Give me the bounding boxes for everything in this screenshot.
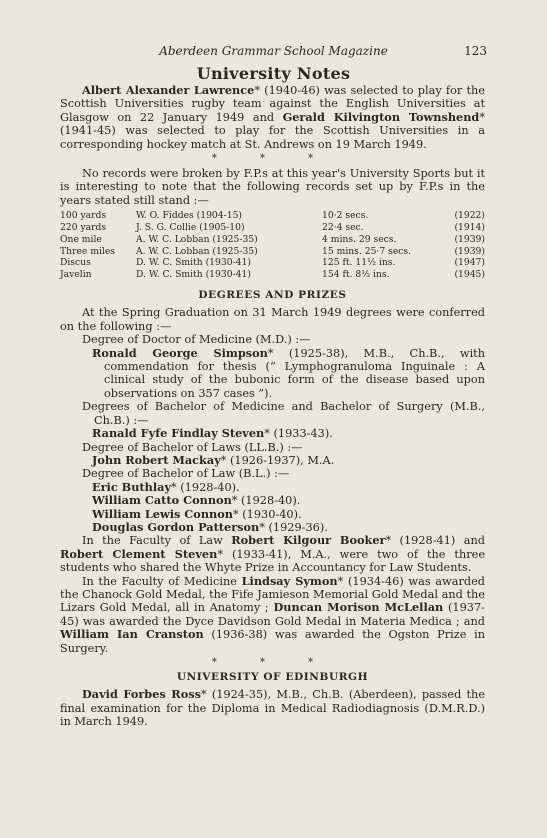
record-row [60,234,485,246]
bl-degree-entry: William Lewis Connon* (1930-40). [92,506,302,521]
rugby-hockey-paragraph: Albert Alexander Lawrence* (1940-46) was selected to play for the Scottish Universities rugby team against the English Universities at Glasgow on 22 January 1949 and Gerald Kilvington Townshend* (1941-45) was selected to play for the Scottish Universities in a corresponding hockey match at St. Andrews on 19 March 1949. [60,83,485,151]
mb-degree-entry: Ranald Fyfe Findlay Steven* (1933-43). [92,426,333,441]
record-row [60,269,485,281]
record-value: 15 mins. 25·7 secs. [322,245,412,257]
record-holder: D. W. C. Smith (1930-41) [136,269,251,281]
person-name: William Catto Connon [92,493,232,508]
person-name: Robert Kilgour Booker [231,533,386,548]
person-name: Ronald George Simpson [92,345,268,360]
record-year: (1914) [454,222,485,234]
section-divider: * * * [211,153,334,165]
bl-degree-entry: Douglas Gordon Patterson* (1929-36). [92,519,328,534]
person-name: Gerald Kilvington Townshend [282,109,480,124]
record-year: (1939) [454,245,485,257]
record-holder: D. W. C. Smith (1930-41) [136,257,251,269]
record-row [60,222,485,234]
record-year: (1922) [454,210,485,222]
record-year: (1939) [454,233,485,245]
record-row [60,246,485,258]
section-divider-2: * * * [211,657,334,668]
record-event: Javelin [60,269,92,281]
person-name: Douglas Gordon Patterson [92,519,260,534]
degrees-heading: DEGREES AND PRIZES [198,289,347,302]
person-name: Eric Buthlay [92,479,172,494]
mb-degree-label: Degrees of Bachelor of Medicine and Bachelor of Surgery (M.B., Ch.B.) :— [82,400,485,427]
sports-records-table [60,210,485,281]
medicine-faculty-paragraph: In the Faculty of Medicine Lindsay Symon* (1934-46) was awarded the Chanock Gold Medal, the Fife Jamieson Memorial Gold Medal and the Lizars Gold Medal, all in Anatomy ; Duncan Morison McLellan (1937-45) was awarded the Dyce Davidson Gold Medal in Materia Medica ; and William Ian Cranston (1936-38) was awarded the Ogston Prize in Surgery. [60,573,485,655]
article-body [60,84,485,729]
record-value: 10·2 secs. [322,210,369,222]
record-row [60,210,485,222]
record-holder: A. W. C. Lobban (1925-35) [136,233,258,245]
record-value: 125 ft. 11½ ins. [322,257,396,269]
person-name: William Lewis Connon [92,506,234,521]
record-value: 4 mins. 29 secs. [322,233,397,245]
record-holder: A. W. C. Lobban (1925-35) [136,245,258,257]
md-degree-entry: Ronald George Simpson* (1925-38), M.B., Ch.B., with commendation for thesis (“ Lymphogranuloma Inguinale : A clinical study of the bubonic form of the disease based upon observations on 357 cases ”). [92,345,485,400]
record-row [60,257,485,269]
bl-degree-entry: Eric Buthlay* (1928-40). [92,479,240,494]
edinburgh-heading: UNIVERSITY OF EDINBURGH [176,671,369,683]
record-event: Three miles [60,245,115,257]
record-event: 100 yards [60,210,107,222]
record-event: Discus [60,257,91,269]
record-value: 154 ft. 8½ ins. [322,269,390,281]
person-name: Robert Clement Steven [60,546,218,561]
record-year: (1947) [454,257,485,269]
section-title: University Notes [196,64,351,83]
record-event: One mile [60,233,102,245]
person-name: William Ian Cranston [60,627,204,642]
record-holder: J. S. G. Collie (1905-10) [136,222,245,234]
graduation-intro: At the Spring Graduation on 31 March 1949 degrees were conferred on the following :— [60,306,485,333]
person-name: Duncan Morison McLellan [273,600,444,615]
records-intro-paragraph: No records were broken by F.P.s at this year's University Sports but it is interesting to note that the following records set up by F.P.s in the years stated still stand :— [60,167,485,207]
record-event: 220 yards [60,222,107,234]
page-number: 123 [464,44,487,58]
law-faculty-paragraph: In the Faculty of Law Robert Kilgour Booker* (1928-41) and Robert Clement Steven* (1933-41), M.A., were two of the three students who shared the Whyte Prize in Accountancy for Law Students. [60,533,485,575]
md-degree-label: Degree of Doctor of Medicine (M.D.) :— [82,333,311,347]
running-header [60,44,487,60]
record-value: 22·4 sec. [322,222,364,234]
llb-degree-entry: John Robert Mackay* (1926-1937), M.A. [92,452,335,467]
person-name: David Forbes Ross [82,687,201,702]
person-name: John Robert Mackay [92,452,221,467]
person-name: Ranald Fyfe Findlay Steven [92,426,265,441]
llb-degree-label: Degree of Bachelor of Laws (LL.B.) :— [82,440,303,454]
record-holder: W. O. Fiddes (1904-15) [136,210,243,222]
edinburgh-paragraph: David Forbes Ross* (1924-35), M.B., Ch.B. (Aberdeen), passed the final examination for the Diploma in Medical Radiodiagnosis (D.M.R.D.) in March 1949. [60,687,486,729]
record-year: (1945) [454,269,485,281]
person-name: Albert Alexander Lawrence [82,83,255,97]
journal-title: Aberdeen Grammar School Magazine [159,44,388,58]
bl-degree-label: Degree of Bachelor of Law (B.L.) :— [82,467,290,481]
bl-degree-list [60,481,485,535]
bl-degree-entry: William Catto Connon* (1928-40). [92,493,301,508]
person-name: Lindsay Symon [241,573,338,588]
